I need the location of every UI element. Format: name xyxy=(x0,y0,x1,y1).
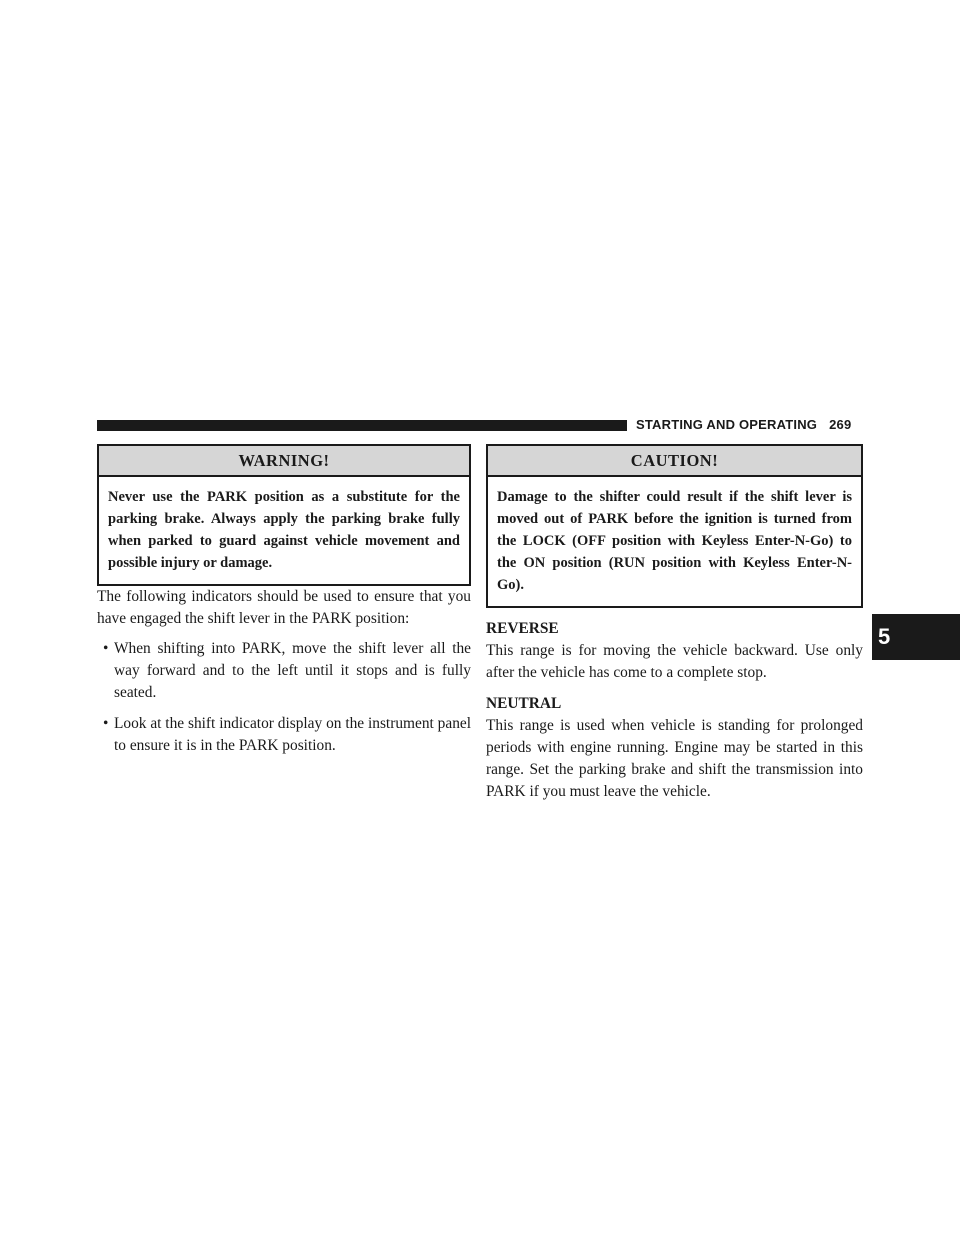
list-item: • When shifting into PARK, move the shift lever all the way forward and to the left until it stops and is fully seated. xyxy=(103,640,471,701)
chapter-tab: 5 xyxy=(872,614,960,660)
caution-title: CAUTION! xyxy=(488,446,861,477)
bullet-icon: • xyxy=(103,640,109,657)
bullet-icon: • xyxy=(103,715,109,732)
intro-paragraph: The following indicators should be used to ensure that you have engaged the shift lever in the PARK position: xyxy=(97,588,471,627)
list-item: • Look at the shift indicator display on the instrument panel to ensure it is in the PARK position. xyxy=(103,715,471,754)
page-number: 269 xyxy=(829,417,852,432)
reverse-heading: REVERSE xyxy=(486,620,559,637)
neutral-text: This range is used when vehicle is standing for prolonged periods with engine running. Engine may be started in this range. Set the parking brake and shift the transmission into PARK if you must leave the vehicle. xyxy=(486,717,863,800)
indicator-list xyxy=(97,638,471,757)
caution-box xyxy=(486,444,863,608)
section-title: STARTING AND OPERATING xyxy=(636,417,818,432)
header-rule xyxy=(97,420,627,431)
right-column xyxy=(486,444,863,803)
left-column xyxy=(97,444,471,766)
warning-title: WARNING! xyxy=(99,446,469,477)
reverse-text: This range is for moving the vehicle backward. Use only after the vehicle has come to a complete stop. xyxy=(486,642,863,681)
caution-text: Damage to the shifter could result if the shift lever is moved out of PARK before the ignition is turned from the LOCK (OFF position with Keyless Enter-N-Go) to the ON position (RUN position with Keyless Enter-N-Go). xyxy=(497,489,852,593)
warning-text: Never use the PARK position as a substitute for the parking brake. Always apply the parking brake fully when parked to guard against vehicle movement and possible injury or damage. xyxy=(108,489,460,571)
page-header xyxy=(636,417,851,432)
neutral-heading: NEUTRAL xyxy=(486,695,562,712)
warning-box xyxy=(97,444,471,586)
